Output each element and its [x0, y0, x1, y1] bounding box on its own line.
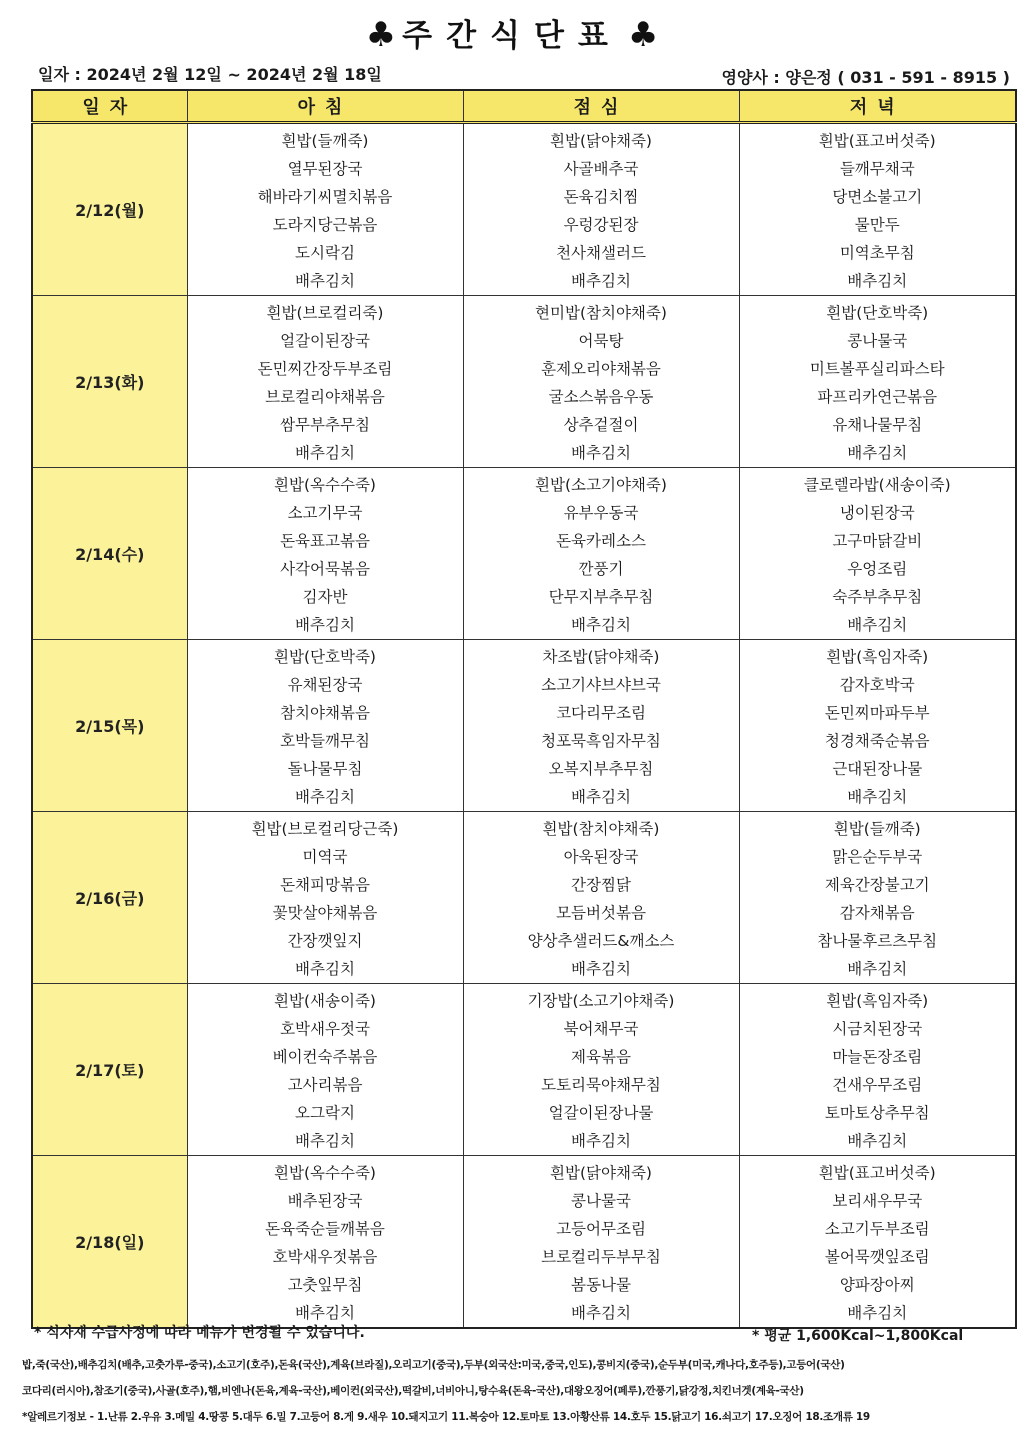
breakfast-list [188, 124, 463, 295]
menu-item: 사각어묵볶음 [280, 560, 370, 578]
menu-item: 숙주부추무침 [832, 588, 923, 606]
menu-item: 돈육죽순들깨볶음 [265, 1220, 385, 1238]
menu-item: 콩나물국 [571, 1192, 631, 1210]
menu-item: 간장깻잎지 [287, 932, 363, 950]
menu-item: 참나물후르츠무침 [817, 932, 938, 950]
menu-item: 파프리카연근볶음 [817, 388, 938, 406]
menu-item: 배추김치 [847, 960, 908, 978]
menu-item: 흰밥(브로컬리당근죽) [251, 820, 399, 838]
menu-item: 얼갈이된장나물 [548, 1104, 654, 1122]
menu-item: 흰밥(옥수수죽) [274, 476, 376, 494]
menu-item: 클로렐라밥(새송이죽) [803, 476, 951, 494]
menu-item: 배추김치 [295, 444, 355, 462]
menu-item: 흰밥(들깨죽) [281, 132, 369, 150]
day-date: 2/15(목) [32, 640, 187, 812]
menu-item: 코다리무조림 [556, 704, 646, 722]
breakfast-cell [187, 468, 463, 640]
day-date: 2/18(일) [32, 1156, 187, 1329]
lunch-list [464, 1156, 739, 1327]
menu-item: 유채된장국 [287, 676, 363, 694]
lunch-list [464, 296, 739, 467]
menu-item: 흰밥(표고버섯죽) [818, 1164, 936, 1182]
menu-item: 물만두 [854, 216, 900, 234]
lunch-list [464, 468, 739, 639]
menu-item: 배추김치 [295, 960, 355, 978]
menu-item: 맑은순두부국 [832, 848, 923, 866]
day-date: 2/17(토) [32, 984, 187, 1156]
menu-item: 열무된장국 [287, 160, 363, 178]
menu-item: 현미밥(참치야채죽) [535, 304, 667, 322]
menu-item: 오그락지 [295, 1104, 355, 1122]
menu-item: 기장밥(소고기야채죽) [527, 992, 675, 1010]
club-icon-left: ♣ [365, 15, 397, 55]
menu-item: 냉이된장국 [839, 504, 915, 522]
table-row [32, 812, 1016, 984]
average-calorie: * 평균 1,600Kcal~1,800Kcal [752, 1328, 964, 1344]
header-lunch: 점심 [463, 90, 739, 123]
breakfast-list [188, 812, 463, 983]
menu-item: 사골배추국 [563, 160, 639, 178]
menu-item: 콩나물국 [847, 332, 908, 350]
menu-item: 굴소스볶음우동 [548, 388, 654, 406]
table-row [32, 123, 1016, 296]
menu-item: 모듬버섯볶음 [556, 904, 646, 922]
menu-item: 흰밥(새송이죽) [274, 992, 376, 1010]
menu-item: 흰밥(단호박죽) [274, 648, 376, 666]
menu-item: 고등어무조림 [556, 1220, 646, 1238]
breakfast-cell [187, 123, 463, 296]
menu-item: 호박들깨무침 [280, 732, 370, 750]
dinner-cell [739, 640, 1016, 812]
menu-item: 차조밥(닭야채죽) [542, 648, 660, 666]
menu-item: 감자호박국 [839, 676, 915, 694]
breakfast-list [188, 468, 463, 639]
menu-item: 배추김치 [847, 272, 908, 290]
dinner-cell [739, 984, 1016, 1156]
menu-item: 간장찜닭 [571, 876, 631, 894]
dinner-cell [739, 296, 1016, 468]
menu-item: 호박새우젓볶음 [272, 1248, 378, 1266]
breakfast-cell [187, 640, 463, 812]
menu-item: 돈육카레소스 [556, 532, 646, 550]
dinner-cell [739, 123, 1016, 296]
menu-item: 흰밥(표고버섯죽) [818, 132, 936, 150]
menu-item: 볼어묵깻잎조림 [824, 1248, 930, 1266]
menu-item: 호박새우젓국 [280, 1020, 370, 1038]
menu-item: 베이컨숙주볶음 [272, 1048, 378, 1066]
origin-info-line-1: 밥,죽(국산),배추김치(배추,고춧가루-중국),소고기(호주),돈육(국산),계육(브라질),오리고기(중국),두부(외국산:미국,중국,인도),콩비지(중국),순두부(미국,캐나다,호주등),고등어(국산) [22, 1359, 845, 1371]
menu-item: 해바라기씨멸치볶음 [257, 188, 393, 206]
table-row [32, 296, 1016, 468]
lunch-cell [463, 984, 739, 1156]
breakfast-list [188, 1156, 463, 1327]
table-row [32, 640, 1016, 812]
breakfast-list [188, 984, 463, 1155]
menu-change-notice: * 식자재 수급사정에 따라 메뉴가 변경될 수 있습니다. [34, 1325, 365, 1341]
day-date: 2/16(금) [32, 812, 187, 984]
menu-item: 김자반 [302, 588, 348, 606]
menu-item: 오복지부추무침 [548, 760, 654, 778]
menu-item: 배추김치 [295, 272, 355, 290]
dinner-cell [739, 468, 1016, 640]
day-date: 2/13(화) [32, 296, 187, 468]
menu-item: 미역국 [302, 848, 348, 866]
club-icon-right: ♣ [627, 15, 659, 55]
menu-item: 참치야채볶음 [280, 704, 370, 722]
menu-body [32, 123, 1016, 1329]
lunch-list [464, 984, 739, 1155]
menu-item: 깐풍기 [578, 560, 624, 578]
menu-item: 돈육김치찜 [563, 188, 639, 206]
allergy-info: *알레르기정보 - 1.난류 2.우유 3.메밀 4.땅콩 5.대두 6.밀 7.고등어 8.게 9.새우 10.돼지고기 11.복숭아 12.토마토 13.아황산류 14.호두 15.닭고기 16.쇠고기 17.오징어 18.조개류 19 [22, 1411, 870, 1423]
menu-item: 소고기샤브샤브국 [541, 676, 661, 694]
lunch-cell [463, 123, 739, 296]
origin-info-line-2: 코다리(러시아),참조기(중국),사골(호주),햄,비엔나(돈육,계육-국산),베이컨(외국산),떡갈비,너비아니,탕수육(돈육-국산),대왕오징어(페루),깐풍기,닭강정,치킨너겟(계육-국산) [22, 1385, 804, 1397]
menu-item: 들깨무채국 [839, 160, 915, 178]
day-date: 2/12(월) [32, 123, 187, 296]
dinner-list [740, 296, 1016, 467]
menu-item: 미역초무침 [839, 244, 915, 262]
lunch-list [464, 812, 739, 983]
breakfast-cell [187, 1156, 463, 1329]
menu-item: 배추김치 [295, 788, 355, 806]
lunch-cell [463, 812, 739, 984]
breakfast-list [188, 296, 463, 467]
menu-item: 양상추샐러드&깨소스 [527, 932, 675, 950]
menu-item: 우엉조림 [847, 560, 908, 578]
menu-item: 당면소불고기 [832, 188, 923, 206]
menu-item: 감자채볶음 [839, 904, 915, 922]
date-range: 일자 : 2024년 2월 12일 ~ 2024년 2월 18일 [38, 65, 382, 84]
menu-item: 흰밥(닭야채죽) [550, 1164, 652, 1182]
menu-item: 제육볶음 [571, 1048, 631, 1066]
menu-item: 미트볼푸실리파스타 [809, 360, 945, 378]
menu-item: 돈육표고볶음 [280, 532, 370, 550]
menu-item: 돈채피망볶음 [280, 876, 370, 894]
header-date: 일자 [32, 90, 187, 123]
menu-item: 배추김치 [571, 444, 631, 462]
table-row [32, 1156, 1016, 1329]
menu-item: 훈제오리야채볶음 [541, 360, 661, 378]
menu-item: 배추김치 [847, 616, 908, 634]
menu-item: 배추김치 [571, 1304, 631, 1322]
table-row [32, 468, 1016, 640]
menu-item: 얼갈이된장국 [280, 332, 370, 350]
menu-item: 고춧잎무침 [287, 1276, 363, 1294]
menu-item: 청포묵흑임자무침 [541, 732, 661, 750]
dinner-list [740, 468, 1016, 639]
weekly-menu-table [31, 89, 1017, 1329]
menu-item: 소고기두부조림 [824, 1220, 930, 1238]
menu-item: 배추김치 [295, 1304, 355, 1322]
menu-item: 흰밥(브로컬리죽) [266, 304, 384, 322]
menu-item: 흰밥(단호박죽) [826, 304, 929, 322]
menu-item: 배추김치 [295, 616, 355, 634]
menu-item: 배추김치 [571, 1132, 631, 1150]
lunch-list [464, 124, 739, 295]
menu-item: 도라지당근볶음 [272, 216, 378, 234]
table-row [32, 984, 1016, 1156]
menu-item: 브로컬리두부무침 [541, 1248, 661, 1266]
menu-item: 배추김치 [847, 788, 908, 806]
menu-item: 브로컬리야채볶음 [265, 388, 385, 406]
menu-item: 근대된장나물 [832, 760, 923, 778]
menu-item: 배추김치 [847, 444, 908, 462]
dinner-cell [739, 812, 1016, 984]
dinner-list [740, 640, 1016, 811]
menu-item: 천사채샐러드 [556, 244, 646, 262]
menu-item: 도시락김 [295, 244, 355, 262]
menu-item: 북어채무국 [563, 1020, 639, 1038]
menu-item: 흰밥(흑임자죽) [826, 992, 929, 1010]
menu-item: 흰밥(흑임자죽) [826, 648, 929, 666]
breakfast-cell [187, 812, 463, 984]
menu-item: 흰밥(닭야채죽) [550, 132, 652, 150]
header-dinner: 저녁 [739, 90, 1016, 123]
menu-item: 흰밥(참치야채죽) [542, 820, 660, 838]
menu-item: 흰밥(소고기야채죽) [535, 476, 667, 494]
menu-item: 토마토상추무침 [824, 1104, 930, 1122]
menu-item: 아욱된장국 [563, 848, 639, 866]
lunch-cell [463, 1156, 739, 1329]
menu-item: 배추김치 [847, 1304, 908, 1322]
menu-item: 상추겉절이 [563, 416, 639, 434]
menu-item: 청경채죽순볶음 [824, 732, 930, 750]
page-title [0, 10, 1024, 55]
lunch-cell [463, 640, 739, 812]
menu-item: 도토리묵야채무침 [541, 1076, 661, 1094]
menu-item: 흰밥(들깨죽) [833, 820, 921, 838]
menu-item: 돈민찌간장두부조림 [257, 360, 393, 378]
menu-item: 건새우무조림 [832, 1076, 923, 1094]
menu-item: 단무지부추무침 [548, 588, 654, 606]
menu-item: 배추김치 [571, 616, 631, 634]
title-text: 주간식단표 [402, 18, 622, 54]
menu-item: 봄동나물 [571, 1276, 631, 1294]
menu-item: 제육간장불고기 [824, 876, 930, 894]
menu-item: 쌈무부추무침 [280, 416, 370, 434]
dietitian-contact: 영양사 : 양은정 ( 031 - 591 - 8915 ) [721, 68, 1010, 87]
lunch-cell [463, 468, 739, 640]
dinner-list [740, 984, 1016, 1155]
menu-item: 돌나물무침 [287, 760, 363, 778]
menu-item: 배추김치 [847, 1132, 908, 1150]
lunch-cell [463, 296, 739, 468]
day-date: 2/14(수) [32, 468, 187, 640]
menu-item: 유부우동국 [563, 504, 639, 522]
menu-item: 꽃맛살야채볶음 [272, 904, 378, 922]
menu-item: 보리새우무국 [832, 1192, 923, 1210]
header-breakfast: 아침 [187, 90, 463, 123]
menu-item: 소고기무국 [287, 504, 363, 522]
menu-item: 배추김치 [571, 960, 631, 978]
breakfast-list [188, 640, 463, 811]
menu-item: 돈민찌마파두부 [824, 704, 930, 722]
menu-item: 배추김치 [571, 272, 631, 290]
dinner-cell [739, 1156, 1016, 1329]
dinner-list [740, 1156, 1016, 1327]
menu-item: 유채나물무침 [832, 416, 923, 434]
menu-item: 배추김치 [571, 788, 631, 806]
menu-item: 배추된장국 [287, 1192, 363, 1210]
menu-item: 고구마닭갈비 [832, 532, 923, 550]
menu-item: 시금치된장국 [832, 1020, 923, 1038]
dinner-list [740, 124, 1016, 295]
menu-item: 마늘돈장조림 [832, 1048, 923, 1066]
header-row [32, 90, 1016, 123]
breakfast-cell [187, 984, 463, 1156]
menu-item: 고사리볶음 [287, 1076, 363, 1094]
menu-item: 배추김치 [295, 1132, 355, 1150]
lunch-list [464, 640, 739, 811]
menu-item: 양파장아찌 [839, 1276, 915, 1294]
breakfast-cell [187, 296, 463, 468]
dinner-list [740, 812, 1016, 983]
menu-item: 흰밥(옥수수죽) [274, 1164, 376, 1182]
menu-item: 우렁강된장 [563, 216, 639, 234]
menu-item: 어묵탕 [578, 332, 624, 350]
